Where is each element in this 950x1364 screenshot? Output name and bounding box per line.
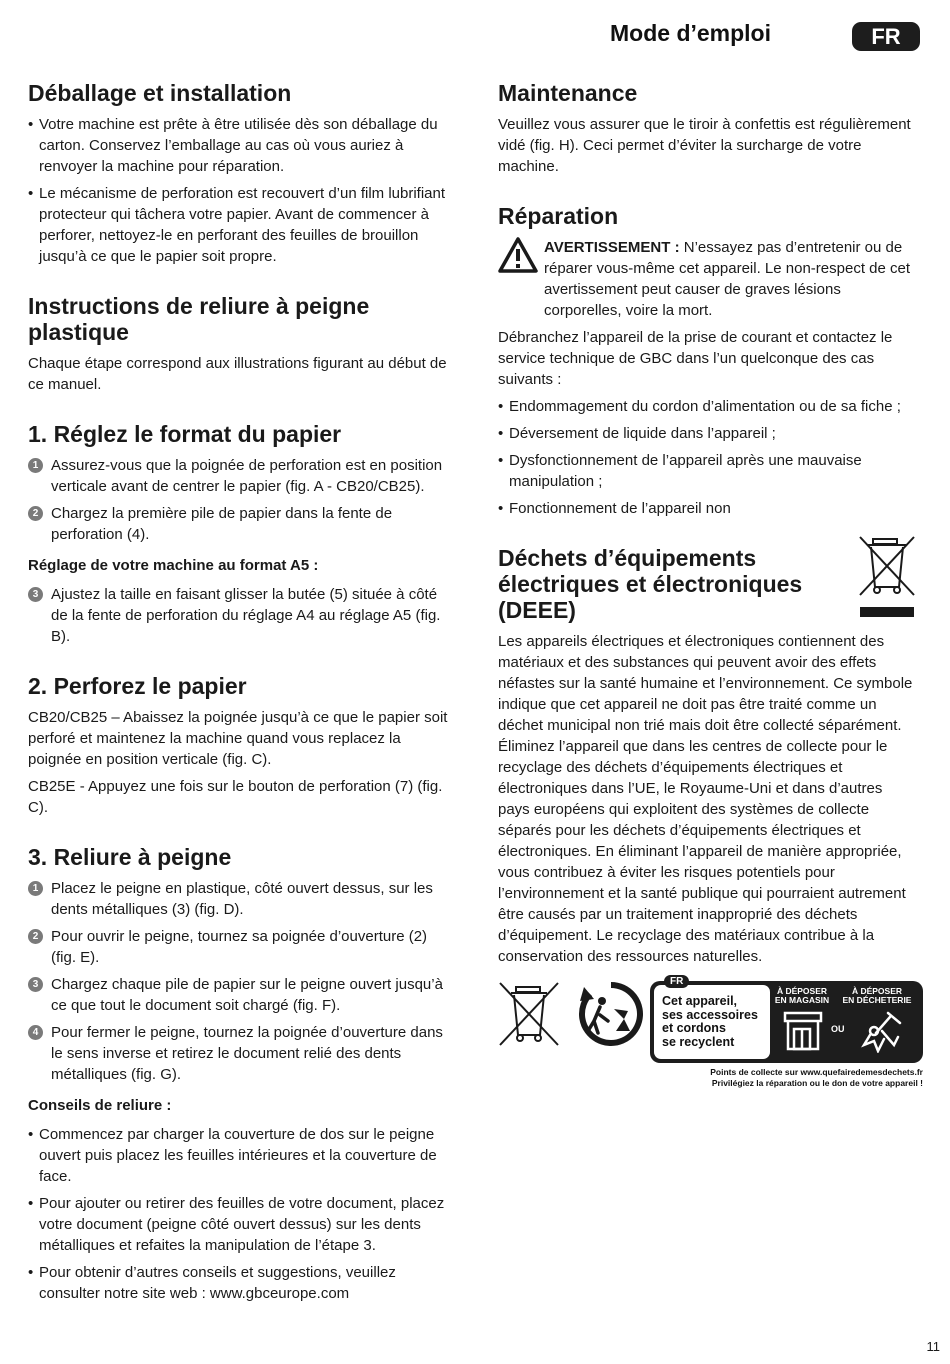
instructions-title: Instructions de reliure à peigne plastique	[28, 293, 370, 345]
shop-label-line1: À DÉPOSER	[776, 986, 828, 996]
warning-label: AVERTISSEMENT :	[544, 239, 680, 256]
triman-line: et cordons	[662, 1021, 726, 1035]
list-item: • Pour obtenir d’autres conseils et suggestions, veuillez consulter notre site web : www.gbceurope.com	[28, 1262, 448, 1304]
maintenance-text: Veuillez vous assurer que le tiroir à confettis est régulièrement vidé (fig. H). Ceci permet d’éviter la surcharge de votre machine.	[498, 116, 911, 175]
step-text: Ajustez la taille en faisant glisser la butée (5) située à côté de la fente de perforation du réglage A4 au réglage A5 (fig. B).	[51, 586, 441, 645]
step-number-icon: 3	[28, 977, 43, 992]
language-badge: FR	[852, 22, 920, 51]
list-item	[28, 926, 448, 968]
step-number-icon: 2	[28, 929, 43, 944]
triman-info-box	[650, 976, 923, 1091]
maintenance-title: Maintenance	[498, 80, 638, 106]
step3-list	[28, 878, 448, 1085]
warning-block	[498, 237, 918, 321]
weee-text: Les appareils électriques et électroniques contiennent des matériaux et des substances qui peuvent avoir des effets néfastes sur la santé humaine et l’environnement. Ce symbole indique que cet appareil ne doit pas être traité comme un déchet municipal non trié mais doit être collecté séparément. Éliminez l’appareil que dans les centres de collecte pour le recyclage des déchets d’équipements électriques et électroniques dans l’UE, le Royaume-Uni et dans d’autres pays européens qui exploitent des systèmes de collecte séparés pour les déchets d’équipements électriques et électroniques. En éliminant l’appareil de manière appropriée, vous contribuez à éviter les risques potentiels pour l’environnement et la santé publique qui pourraient autrement être causés par un traitement inapproprié des déchets d’équipement. Le recyclage des matériaux contribue à la conservation des ressources naturelles.	[498, 633, 913, 965]
header-title: Mode d’emploi	[610, 20, 771, 46]
unpacking-title: Déballage et installation	[28, 80, 292, 106]
page-number: 11	[926, 1339, 940, 1354]
triman-footer-2: Privilégiez la réparation ou le don de votre appareil !	[711, 1078, 923, 1088]
step1-list	[28, 455, 448, 545]
triman-panel	[650, 976, 923, 1063]
repair-list	[498, 396, 918, 519]
left-column	[28, 80, 448, 1310]
step-text: Placez le peigne en plastique, côté ouvert dessus, sur les dents métalliques (3) (fig. D).	[51, 880, 433, 918]
list-item: • Fonctionnement de l’appareil non	[498, 498, 918, 519]
triman-line: se recyclent	[662, 1034, 735, 1049]
list-item	[28, 584, 448, 647]
step-text: Pour ouvrir le peigne, tournez sa poignée d’ouverture (2) (fig. E).	[51, 928, 428, 966]
step-text: Pour fermer le peigne, tournez la poignée d’ouverture dans le sens inverse et retirez le document relié des dents métalliques (fig. G).	[51, 1024, 443, 1083]
triman-white-card	[654, 985, 770, 1059]
list-item	[28, 974, 448, 1016]
shop-icon	[782, 1009, 824, 1053]
step-number-icon: 2	[28, 506, 43, 521]
list-item	[28, 1022, 448, 1085]
instructions-text: Chaque étape correspond aux illustrations figurant au début de ce manuel.	[28, 355, 447, 393]
step2-title: 2. Perforez le papier	[28, 673, 247, 699]
triman-fr-badge: FR	[664, 975, 689, 988]
shop-label	[772, 987, 832, 1005]
list-item	[28, 503, 448, 545]
dump-icon	[860, 1009, 906, 1053]
step-number-icon: 3	[28, 587, 43, 602]
triman-footer-1: Points de collecte sur www.quefairedemesdechets.fr	[710, 1067, 923, 1077]
repair-text: Débranchez l’appareil de la prise de courant et contactez le service technique de GBC dans l’un quelconque des cas suivants :	[498, 329, 893, 388]
list-item	[28, 878, 448, 920]
warning-body: N’essayez pas d’entretenir ou de réparer vous-même cet appareil. Le non-respect de cet avertissement peut causer de graves lésions corporelles, voire la mort.	[544, 239, 911, 319]
right-column	[498, 80, 923, 1106]
dump-label-line1: À DÉPOSER	[851, 986, 903, 996]
crossed-bin-icon	[856, 535, 918, 621]
list-item: • Le mécanisme de perforation est recouvert d’un film lubrifiant protecteur qui tâchera votre papier. Avant de commencer à perforer, nettoyez-le en perforant des feuilles de brouillon jusqu’à ce que le papier soit propre.	[28, 183, 448, 267]
step-text: Assurez-vous que la poignée de perforation est en position verticale avant de centrer le papier (fig. A - CB20/CB25).	[51, 457, 443, 495]
crossed-bin-icon	[498, 981, 560, 1047]
step1-a5-list	[28, 584, 448, 647]
unpacking-list	[28, 114, 448, 267]
step1-title: 1. Réglez le format du papier	[28, 421, 342, 447]
step-text: Chargez chaque pile de papier sur le peigne ouvert jusqu’à ce que tout le document soit chargé (fig. F).	[51, 976, 443, 1014]
triman-icon	[578, 981, 644, 1047]
list-item: • Pour ajouter ou retirer des feuilles de votre document, placez votre document (peigne côté ouvert dessus) sur les dents métalliques et refaites la manipulation de l’étape 3.	[28, 1193, 448, 1256]
tips-list	[28, 1124, 448, 1304]
list-item: • Déversement de liquide dans l’appareil ;	[498, 423, 918, 444]
list-item: • Votre machine est prête à être utilisée dès son déballage du carton. Conservez l’emballage au cas où vous auriez à renvoyer la machine pour réparation.	[28, 114, 448, 177]
step2-text-2: CB25E - Appuyez une fois sur le bouton de perforation (7) (fig. C).	[28, 778, 443, 816]
list-item: • Dysfonctionnement de l’appareil après une mauvaise manipulation ;	[498, 450, 918, 492]
a5-subtitle: Réglage de votre machine au format A5 :	[28, 557, 319, 574]
triman-line: Cet appareil,	[662, 994, 738, 1008]
shop-label-line2: EN MAGASIN	[774, 995, 830, 1005]
step-number-icon: 1	[28, 881, 43, 896]
step-number-icon: 4	[28, 1025, 43, 1040]
repair-title: Réparation	[498, 203, 619, 229]
step3-title: 3. Reliure à peigne	[28, 844, 232, 870]
list-item: • Endommagement du cordon d’alimentation ou de sa fiche ;	[498, 396, 918, 417]
dump-label	[839, 987, 915, 1005]
or-label: OU	[831, 1024, 845, 1034]
warning-icon	[498, 237, 538, 273]
weee-header	[498, 545, 918, 623]
tips-title: Conseils de reliure :	[28, 1097, 172, 1114]
step2-text-1: CB20/CB25 – Abaissez la poignée jusqu’à ce que le papier soit perforé et maintenez la machine quand vous replacez la poignée en position verticale (fig. C).	[28, 709, 448, 768]
list-item	[28, 455, 448, 497]
list-item: • Commencez par charger la couverture de dos sur le peigne ouvert puis placez les feuilles intérieures et la couverture de face.	[28, 1124, 448, 1187]
step-number-icon: 1	[28, 458, 43, 473]
step-text: Chargez la première pile de papier dans la fente de perforation (4).	[51, 505, 393, 543]
weee-title: Déchets d’équipements électriques et électroniques (DEEE)	[498, 545, 803, 623]
recycling-logos	[498, 976, 923, 1106]
triman-line: ses accessoires	[662, 1007, 758, 1022]
dump-label-line2: EN DÉCHETERIE	[842, 995, 912, 1005]
warning-text	[544, 237, 918, 321]
